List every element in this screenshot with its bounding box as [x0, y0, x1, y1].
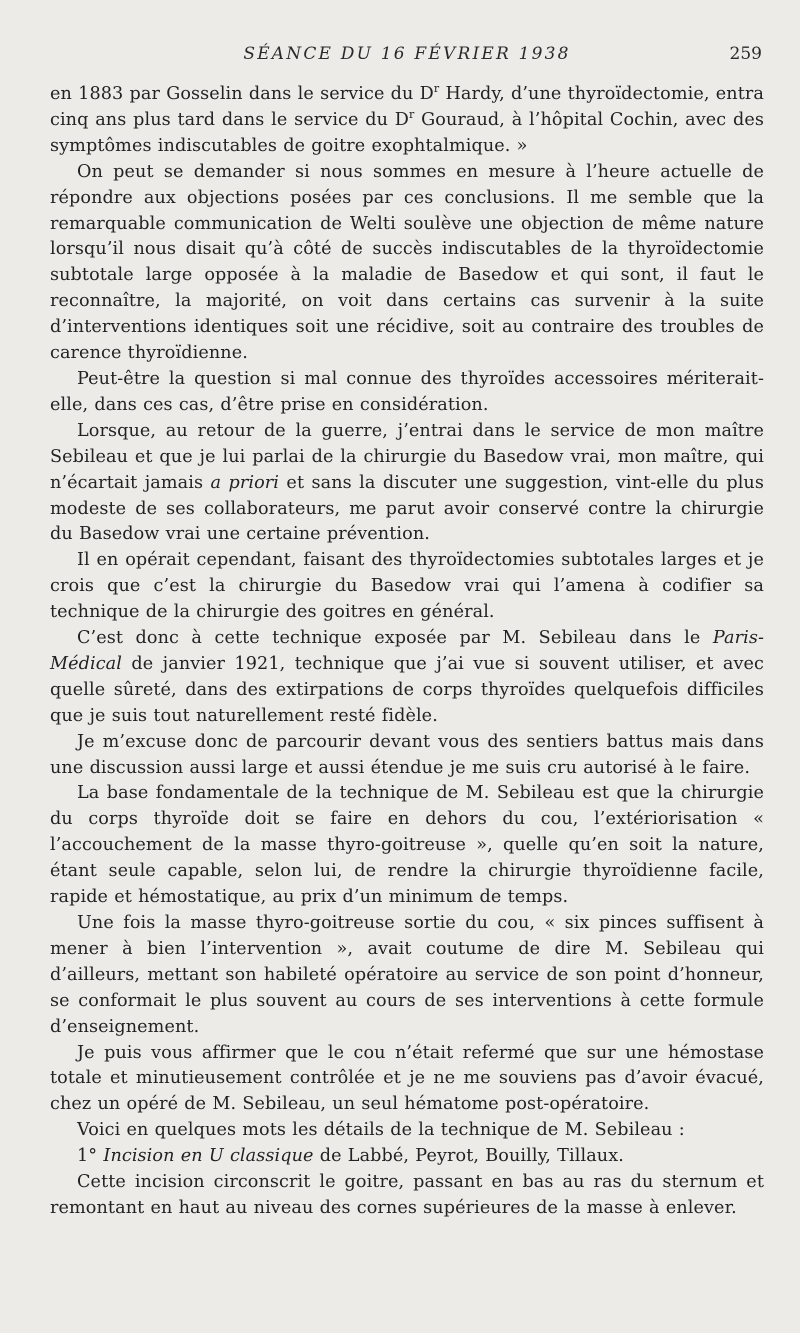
italic-text: Paris-Médical — [50, 628, 764, 674]
text-segment: Il en opérait cependant, faisant des thyroïdectomies subtotales larges et je crois que c’est la chirurgie du Basedow vrai qui l’amena à codifier sa technique de la chirurgie des goitres en général. — [50, 550, 764, 623]
text-segment: Voici en quelques mots les détails de la technique de M. Sebileau : — [77, 1120, 685, 1141]
italic-text: a priori — [210, 472, 280, 493]
body-text — [50, 82, 764, 1222]
paragraph-7 — [50, 730, 764, 782]
paragraph-8 — [50, 781, 764, 911]
text-segment: C’est donc à cette technique exposée par M. Sebileau dans le — [77, 628, 713, 649]
paragraph-6 — [50, 626, 764, 730]
text-segment: de Labbé, Peyrot, Bouilly, Tillaux. — [313, 1146, 624, 1167]
text-segment: Je puis vous affirmer que le cou n’était refermé que sur une hémostase totale et minutieusement contrôlée et je ne me souviens pas d’avoir évacué, chez un opéré de M. Sebileau, un seul hématome post-opératoire. — [50, 1042, 764, 1115]
text-segment: Gouraud, à l’hôpital Cochin, avec des symptômes indiscutables de goitre exophtalmique. » — [50, 109, 764, 156]
paragraph-10 — [50, 1041, 764, 1119]
running-title: SÉANCE DU 16 FÉVRIER 1938 — [243, 44, 571, 64]
superscript-text: r — [409, 108, 415, 122]
paragraph-4 — [50, 419, 764, 549]
text-segment: Je m’excuse donc de parcourir devant vous des sentiers battus mais dans une discussion aussi large et aussi étendue je me suis cru autorisé à le faire. — [50, 731, 764, 778]
page-number: 259 — [729, 44, 762, 64]
text-segment: La base fondamentale de la technique de M. Sebileau est que la chirurgie du corps thyroïde doit se faire en dehors du cou, l’extériorisation « l’accouchement de la masse thyro-goitreuse », quelle qu’en soit la nature, étant seule capable, selon lui, de rendre la chirurgie thyroïdienne facile, rapide et hémostatique, au prix d’un minimum de temps. — [50, 783, 764, 908]
superscript-text: r — [433, 82, 440, 96]
paragraph-2 — [50, 160, 764, 367]
paragraph-11 — [50, 1118, 764, 1144]
text-segment: Une fois la masse thyro-goitreuse sortie du cou, « six pinces suffisent à mener à bien l’intervention », avait coutume de dire M. Sebileau qui d’ailleurs, mettant son habileté opératoire au service de son point d’honneur, se conformait le plus souvent au cours de ses interventions à cette formule d’enseignement. — [50, 913, 764, 1037]
text-segment: Lorsque, au retour de la guerre, j’entrai dans le service de mon maître Sebileau et que je lui parlai de la chirurgie du Basedow vrai, mon maître, qui n’écartait jamais — [50, 420, 764, 493]
text-segment: On peut se demander si nous sommes en mesure à l’heure actuelle de répondre aux objections posées par ces conclusions. Il me semble que la remarquable communication de Welti soulève une objection de même nature lorsqu’il nous disait qu’à côté de succès indiscutables de la thyroïdectomie subtotale large opposée à la maladie de Basedow et qui sont, il faut le reconnaître, la majorité, on voit dans certains cas survenir à la suite d’interventions identiques soit une récidive, soit au contraire des troubles de carence thyroïdienne. — [50, 161, 764, 364]
paragraph-12 — [50, 1144, 764, 1170]
paragraph-9 — [50, 911, 764, 1041]
text-segment: en 1883 par Gosselin dans le service du D — [50, 84, 434, 104]
text-segment: Cette incision circonscrit le goitre, passant en bas au ras du sternum et remontant en haut au niveau des cornes supérieures de la masse à enlever. — [50, 1172, 764, 1218]
paragraph-5 — [50, 548, 764, 626]
text-segment: et sans la discuter une suggestion, vint-elle du plus modeste de ses collaborateurs, me parut avoir conservé contre la chirurgie du Basedow vrai une certaine prévention. — [50, 472, 764, 545]
text-segment: de janvier 1921, technique que j’ai vue si souvent utiliser, et avec quelle sûreté, dans des extirpations de corps thyroïdes quelquefois difficiles que je suis tout naturellement resté fidèle. — [50, 653, 764, 726]
text-segment: 1° — [77, 1146, 104, 1167]
paragraph-1 — [50, 82, 764, 160]
paragraph-13 — [50, 1170, 764, 1222]
paragraph-3 — [50, 367, 764, 419]
text-segment: Peut-être la question si mal connue des thyroïdes accessoires mériterait-elle, dans ces cas, d’être prise en considération. — [50, 368, 764, 415]
text-segment: Hardy, d’une thyroïdectomie, entra cinq ans plus tard dans le service du D — [50, 84, 764, 130]
italic-text: Incision en U classique — [103, 1146, 314, 1167]
page-header — [50, 44, 764, 76]
